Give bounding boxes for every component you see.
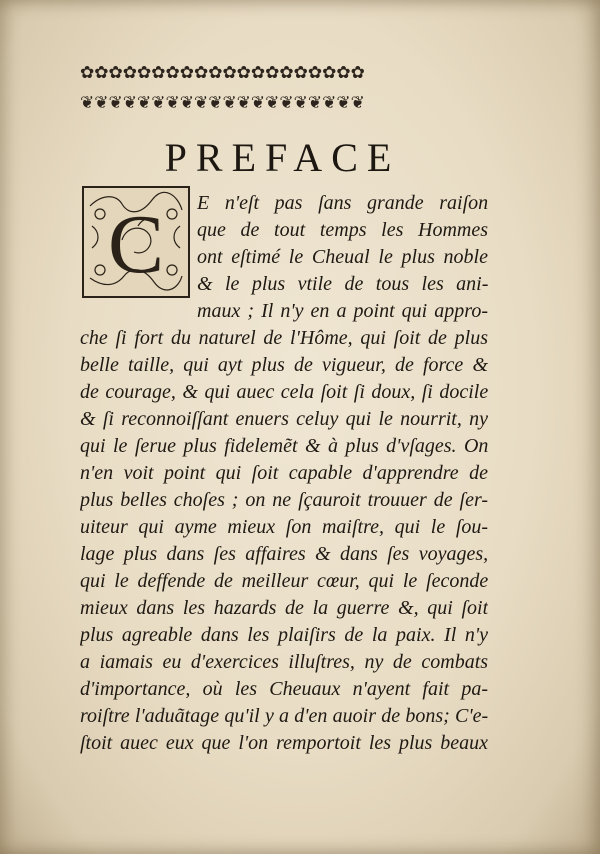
initial-letter: C — [107, 198, 165, 291]
text-line: a iamais eu d'exercices illuſtres, ny de combats — [80, 651, 488, 673]
text-line: n'en voit point qui ſoit capable d'apprendre de — [80, 462, 488, 484]
ornamental-header-band — [80, 58, 485, 120]
decorated-initial-icon — [82, 186, 190, 298]
text-line: maux ; Il n'y en a point qui appro- — [197, 300, 488, 322]
text-line: ſtoit auec eux que l'on remportoit les plus beaux — [80, 732, 488, 754]
text-line: ont eſtimé le Cheual le plus noble — [197, 246, 488, 268]
text-line: che ſi fort du naturel de l'Hôme, qui ſoit de plus — [80, 327, 488, 349]
text-line: lage plus dans ſes affaires & dans ſes voyages, — [80, 543, 488, 565]
text-line: plus belles choſes ; on ne ſçauroit trouuer de ſer- — [80, 489, 488, 511]
text-line: d'importance, où les Cheuaux n'ayent fait pa- — [80, 678, 488, 700]
text-line: roiſtre l'aduãtage qu'il y a d'en auoir de bons; C'e- — [80, 705, 488, 727]
page-title: PREFACE — [164, 135, 401, 180]
text-line: plus agreable dans les plaiſirs de la paix. Il n'y — [80, 624, 488, 646]
text-line: belle taille, qui ayt plus de vigueur, de force & — [80, 354, 488, 376]
text-line: que de tout temps les Hommes — [197, 219, 488, 241]
ornament-row-bottom: ❦❦❦❦❦❦❦❦❦❦❦❦❦❦❦❦❦❦❦❦ — [80, 93, 365, 113]
text-line: E n'eſt pas ſans grande raiſon — [197, 192, 488, 214]
text-line: qui le ſerue plus fidelemẽt & à plus d'vſages. On — [80, 435, 488, 457]
text-line: de courage, & qui auec cela ſoit ſi doux, ſi docile — [80, 381, 488, 403]
text-line: & ſi reconnoiſſant enuers celuy qui le nourrit, ny — [80, 408, 488, 430]
text-line: uiteur qui ayme mieux ſon maiſtre, qui le ſou- — [80, 516, 488, 538]
text-line: mieux dans les hazards de la guerre &, qui ſoit — [80, 597, 488, 619]
text-line: & le plus vtile de tous les ani- — [197, 273, 488, 295]
text-line: qui le deffende de meilleur cœur, qui le ſeconde — [80, 570, 488, 592]
ornament-row-top: ✿✿✿✿✿✿✿✿✿✿✿✿✿✿✿✿✿✿✿✿ — [80, 63, 365, 83]
